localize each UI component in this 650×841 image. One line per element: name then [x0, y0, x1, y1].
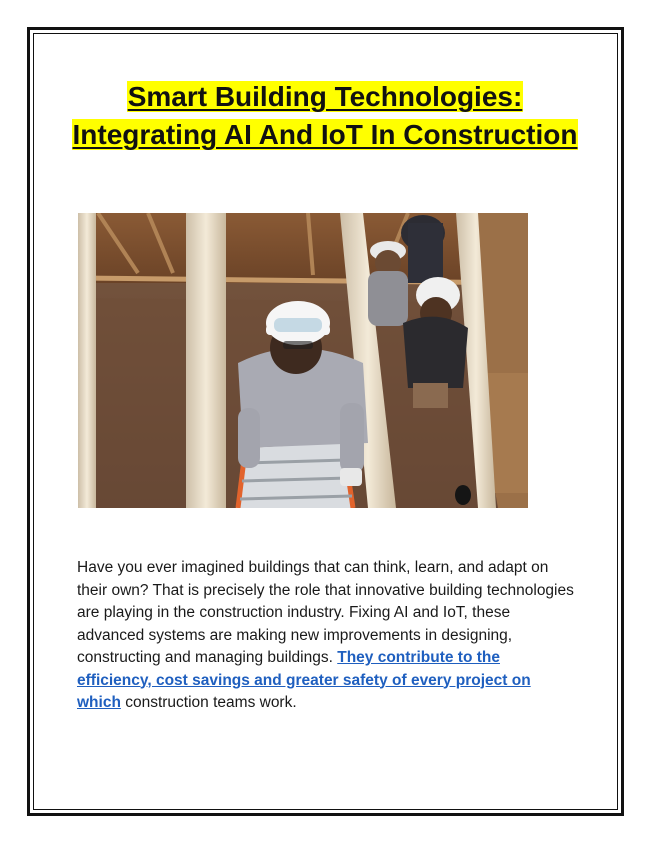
title-highlight: Smart Building Technologies: Integrating AI And IoT In Construction [72, 81, 578, 150]
intro-paragraph [77, 557, 577, 715]
construction-workers-photo [78, 213, 528, 508]
benefits-link[interactable]: They contribute to the efficiency, cost savings and greater safety of every project on which [77, 649, 531, 711]
document-title [60, 78, 590, 154]
paragraph-text-before: Have you ever imagined buildings that can think, learn, and adapt on their own? That is precisely the role that innovative building technologies are playing in the construction industry. Fixing AI and IoT, these advanced systems are making new improvements in designing, constructing and managing buildings. [77, 559, 574, 666]
paragraph-text-after: construction teams work. [120, 694, 297, 711]
